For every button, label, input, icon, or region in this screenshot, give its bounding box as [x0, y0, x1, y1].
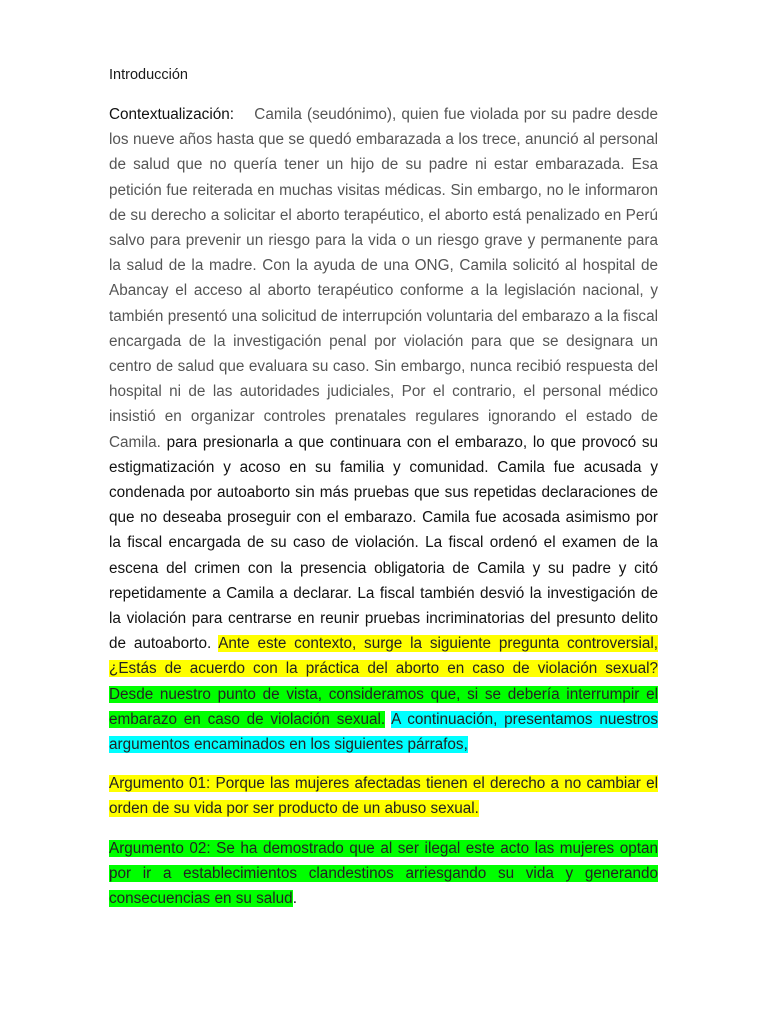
argument-01-paragraph — [109, 771, 658, 821]
context-dark-text: para presionarla a que continuara con el embarazo, lo que provocó su estigmatización y acoso en su familia y comunidad. Camila fue acusada y condenada por autoaborto sin más pruebas que sus repetidas declaraciones de que no deseaba proseguir con el embarazo. Camila fue acosada asimismo por la fiscal encargada de su caso de violación. La fiscal ordenó el examen de la escena del crimen con la presencia obligatoria de Camila y su padre y citó repetidamente a Camila a declarar. La fiscal también desvió la investigación de la violación para centrarse en reunir pruebas incriminatorias del presunto delito de autoaborto. — [109, 433, 659, 653]
argument-02-paragraph — [109, 836, 658, 912]
context-paragraph — [109, 102, 658, 757]
document-heading: Introducción — [109, 67, 188, 83]
argument-02-end: . — [292, 890, 297, 908]
context-label: Contextualización: — [109, 106, 234, 123]
context-grey-text: Camila (seudónimo), quien fue violada por su padre desde los nueve años hasta que se quedó embarazada a los trece, anunció al personal de salud que no quería tener un hijo de su padre ni estar embarazada. Esa petición fue reiterada en muchas visitas médicas. Sin embargo, no le informaron de su derecho a solicitar el aborto terapéutico, el aborto está penalizado en Perú salvo para prevenir un riesgo para la vida o un riesgo grave y permanente para la salud de la madre. Con la ayuda de una ONG, Camila solicitó al hospital de Abancay el acceso al aborto terapéutico conforme a la legislación nacional, y también presentó una solicitud de interrupción voluntaria del embarazo a la fiscal encargada de la investigación penal por violación para que se designara un centro de salud que evaluara su caso. Sin embargo, nunca recibió respuesta del hospital ni de las autoridades judiciales, Por el contrario, el personal médico insistió en organizar controles prenatales regulares ignorando el estado de Camila. — [109, 106, 658, 451]
argument-02-text: Argumento 02: Se ha demostrado que al ser ilegal este acto las mujeres optan por ir a establecimientos clandestinos arriesgando su vida y generando consecuencias en su salud — [109, 839, 658, 908]
document-page — [109, 64, 658, 925]
controversial-question: Ante este contexto, surge la siguiente pregunta controversial, ¿Estás de acuerdo con la práctica del aborto en caso de violación sexual? — [109, 635, 659, 678]
position-statement: Desde nuestro punto de vista, consideramos que, si se debería interrumpir el embarazo en caso de violación sexual. — [109, 685, 658, 728]
argument-01-text: Argumento 01: Porque las mujeres afectadas tienen el derecho a no cambiar el orden de su vida por ser producto de un abuso sexual. — [109, 775, 658, 818]
arguments-intro: A continuación, presentamos nuestros argumentos encaminados en los siguientes párrafos, — [109, 710, 658, 754]
